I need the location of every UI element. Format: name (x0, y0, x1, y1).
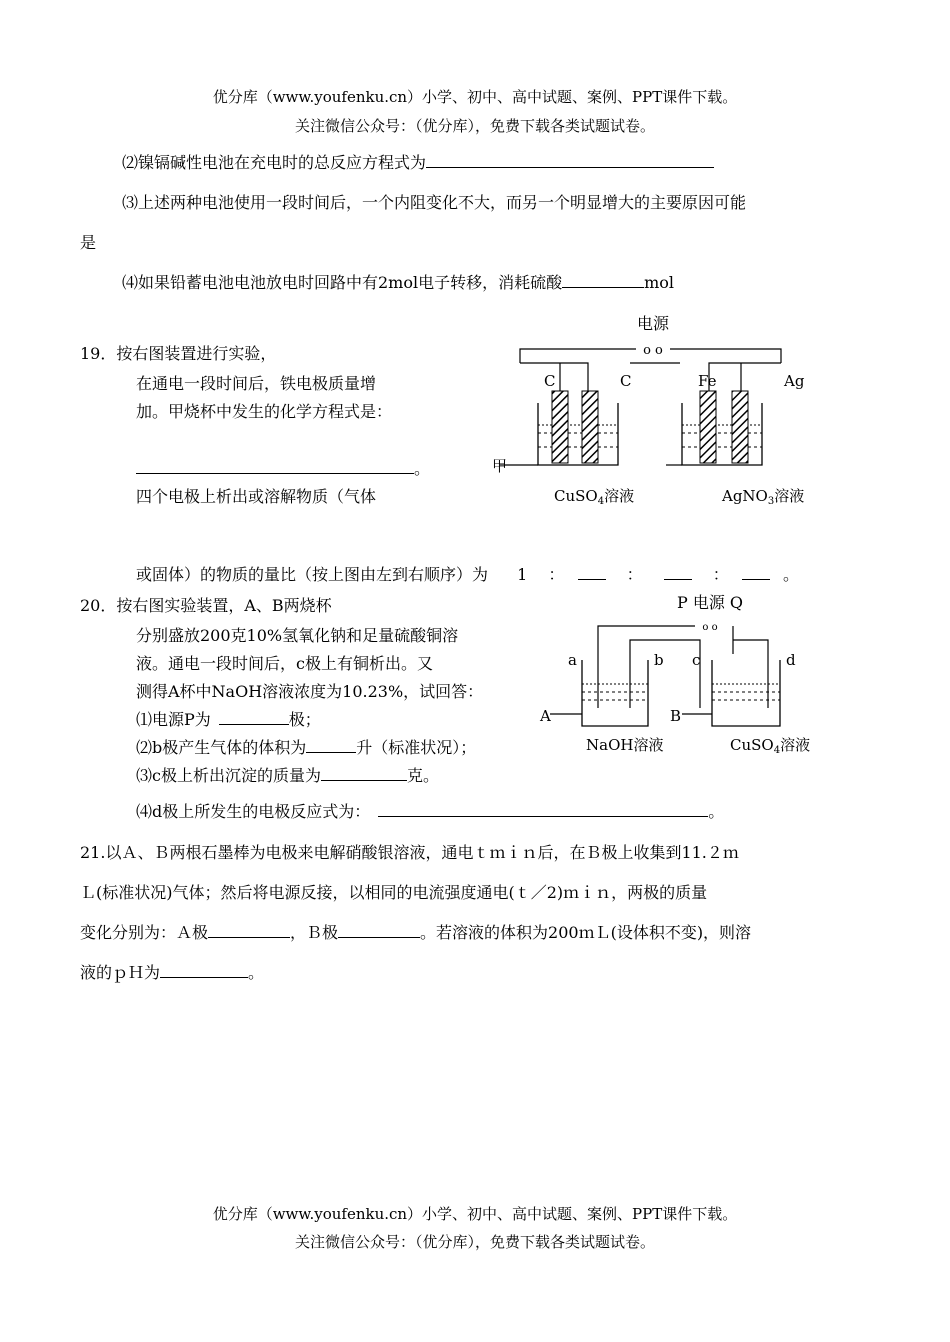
electrode-c1 (552, 391, 568, 463)
switch-pq: o o (702, 622, 718, 633)
answer-blank[interactable] (219, 708, 289, 725)
q21-line-1: 21.以Ａ、Ｂ两根石墨棒为电极来电解硝酸银溶液，通电ｔｍｉｎ后，在Ｂ极上收集到11.２ｍ (80, 843, 739, 862)
answer-blank-a[interactable] (208, 921, 290, 938)
electrode-c2 (582, 391, 598, 463)
ratio-blank-3[interactable] (664, 563, 692, 580)
q20-part1: ⑴电源P为 极； (136, 710, 321, 729)
q20-line-4: 测得A杯中NaOH溶液浓度为10.23%，试回答： (136, 682, 484, 701)
answer-blank-ph[interactable] (160, 961, 248, 978)
ratio-first: 1 (517, 565, 528, 584)
answer-blank[interactable] (136, 457, 414, 474)
electrode-label-c1: C (544, 372, 556, 390)
q18-part3-line1: ⑶上述两种电池使用一段时间后，一个内阻变化不大，而另一个明显增大的主要原因可能 (122, 193, 747, 212)
q20-electrolysis-diagram (530, 590, 840, 760)
header-line-1: 优分库（www.youfenku.cn）小学、初中、高中试题、案例、PPT课件下载。 (212, 88, 738, 106)
solution-cuso4: CuSO$_4$溶液 (554, 487, 635, 507)
wire-d (733, 640, 768, 654)
q20-title: 20．按右图实验装置，A、B两烧杯 (80, 596, 332, 615)
answer-blank-b[interactable] (338, 921, 420, 938)
beaker-a (582, 660, 648, 726)
footer-line-2: 关注微信公众号：（优分库），免费下载各类试题试卷。 (294, 1233, 655, 1251)
q20-part2: ⑵b极产生气体的体积为 升（标准状况）； (136, 738, 477, 757)
wire-right (670, 349, 781, 363)
q20-line-2: 分别盛放200克10%氢氧化钠和足量硫酸铜溶 (136, 626, 459, 645)
answer-blank[interactable] (562, 271, 644, 288)
beaker-b (712, 660, 780, 726)
q18-part4 (122, 270, 674, 293)
q19-ratio-line: 或固体）的物质的量比（按上图由左到右顺序）为 1 ： ： ： 。 (136, 565, 800, 584)
answer-blank[interactable] (378, 800, 708, 817)
solution-naoh: NaOH溶液 (586, 736, 664, 754)
q19-line-5: 四个电极上析出或溶解物质（气体 (136, 487, 377, 506)
q19-title: 19．按右图装置进行实验， (80, 344, 277, 363)
power-source-label: 电源 (636, 314, 670, 333)
q18-part4-unit: mol (644, 273, 675, 292)
electrode-label-c: c (692, 651, 701, 669)
q19-line-3: 加。甲烧杯中发生的化学方程式是： (136, 402, 393, 421)
solution-agno3: AgNO$_3$溶液 (722, 487, 805, 507)
power-source-pq-label: P 电源 Q (676, 593, 744, 612)
header-line-2: 关注微信公众号：（优分库），免费下载各类试题试卷。 (294, 117, 655, 135)
q20-part4: ⑷d极上所发生的电极反应式为： 。 (136, 802, 725, 821)
q20-part3: ⑶c极上析出沉淀的质量为 克。 (136, 766, 439, 785)
q19-line-6: 或固体）的物质的量比（按上图由左到右顺序）为 (136, 565, 489, 584)
electrode-label-d: d (786, 651, 796, 669)
electrode-label-a: a (568, 651, 577, 669)
beaker-label-jia: 甲 (492, 457, 508, 475)
wire-b-c (630, 640, 700, 654)
ratio-blank-2[interactable] (578, 563, 606, 580)
electrode-label-fe: Fe (698, 372, 717, 390)
beaker-label-a: A (540, 707, 551, 725)
electrode-label-c2: C (620, 372, 632, 390)
answer-blank[interactable] (426, 151, 714, 168)
electrode-ag (732, 391, 748, 463)
q20-line-3: 液。通电一段时间后，c极上有铜析出。又 (136, 654, 433, 673)
electrode-label-b: b (654, 651, 664, 669)
ratio-blank-4[interactable] (742, 563, 770, 580)
wire-inner-right (709, 363, 781, 391)
beaker-jia (538, 403, 618, 465)
q19-electrolysis-diagram (470, 305, 830, 510)
q18-part3-line2: 是 (80, 233, 97, 252)
footer-line-1: 优分库（www.youfenku.cn）小学、初中、高中试题、案例、PPT课件下载。 (212, 1205, 738, 1223)
q18-part2-text: ⑵镍镉碱性电池在充电时的总反应方程式为 (122, 153, 427, 172)
switch-terminals: o o (643, 343, 663, 358)
wire-left (520, 349, 636, 363)
q21-line-4: 液的ｐＨ为 。 (80, 963, 265, 982)
electrode-fe (700, 391, 716, 463)
q19-line-4: 。 (136, 456, 430, 479)
beaker-label-b: B (670, 707, 682, 725)
answer-blank[interactable] (321, 764, 407, 781)
solution-cuso4-b: CuSO$_4$溶液 (730, 736, 811, 756)
q18-part2 (122, 150, 714, 173)
q21-line-3: 变化分别为：Ａ极 ，Ｂ极 。若溶液的体积为200ｍＬ(设体积不变)，则溶 (80, 923, 752, 942)
electrode-label-ag: Ag (784, 372, 805, 390)
beaker-2 (682, 403, 762, 465)
q18-part4-text: ⑷如果铅蓄电池电池放电时回路中有2mol电子转移，消耗硫酸 (122, 273, 563, 292)
answer-blank[interactable] (306, 736, 356, 753)
q19-line-2: 在通电一段时间后，铁电极质量增 (136, 374, 377, 393)
q21-line-2: Ｌ(标准状况)气体；然后将电源反接，以相同的电流强度通电(ｔ／2)ｍｉｎ，两极的质量 (80, 883, 708, 902)
